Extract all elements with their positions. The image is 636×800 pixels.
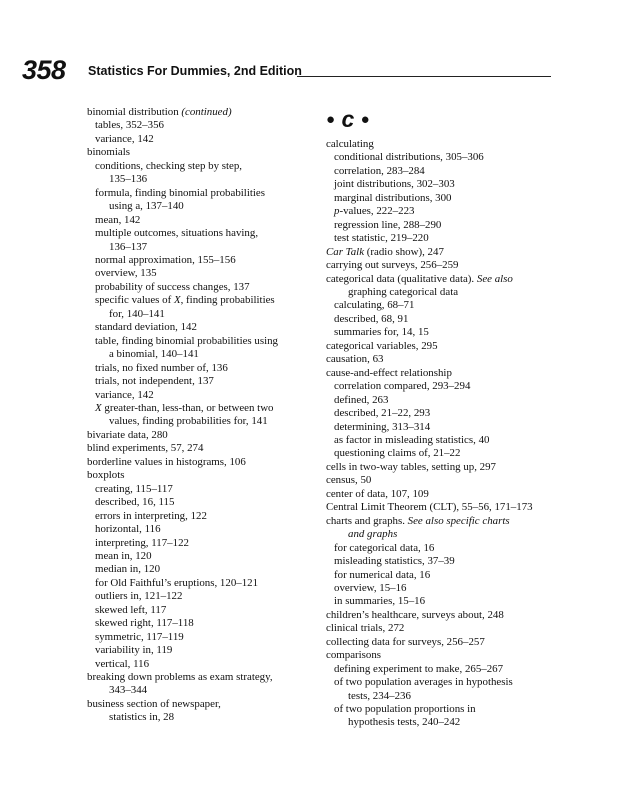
index-subentry-continuation: hypothesis tests, 240–242 <box>348 716 461 729</box>
index-subentry: X greater-than, less-than, or between two <box>95 401 274 414</box>
index-subentry: probability of success changes, 137 <box>95 280 250 293</box>
index-entry: binomial distribution (continued) <box>87 106 232 118</box>
index-subentry-continuation: a binomial, 140–141 <box>109 348 199 361</box>
index-subentry: vertical, 116 <box>95 657 150 670</box>
index-subentry: symmetric, 117–119 <box>95 630 184 643</box>
index-entry: borderline values in histograms, 106 <box>87 455 246 468</box>
index-entry: breaking down problems as exam strategy, <box>87 671 273 684</box>
index-entry: Central Limit Theorem (CLT), 55–56, 171–173 <box>326 501 533 514</box>
index-subentry: defined, 263 <box>334 393 389 406</box>
index-entry: binomials <box>87 146 130 159</box>
index-entry: clinical trials, 272 <box>326 622 405 635</box>
index-subentry: summaries for, 14, 15 <box>334 326 429 339</box>
index-subentry: for Old Faithful’s eruptions, 120–121 <box>95 576 259 589</box>
index-subentry: calculating, 68–71 <box>334 299 415 312</box>
index-entry: Car Talk (radio show), 247 <box>326 245 444 258</box>
index-entry: boxplots <box>87 469 125 482</box>
index-subentry: skewed left, 117 <box>95 603 167 616</box>
index-subentry: described, 68, 91 <box>334 312 409 325</box>
index-entry: bivariate data, 280 <box>87 428 168 441</box>
index-subentry: table, finding binomial probabilities using <box>95 334 278 347</box>
index-subentry: conditional distributions, 305–306 <box>334 151 484 164</box>
index-subentry: defining experiment to make, 265–267 <box>334 662 504 675</box>
index-entry: children’s healthcare, surveys about, 248 <box>326 608 504 621</box>
index-entry: cells in two-way tables, setting up, 297 <box>326 460 496 473</box>
index-subentry: overview, 135 <box>95 267 157 280</box>
index-subentry: multiple outcomes, situations having, <box>95 227 259 240</box>
index-subentry: overview, 15–16 <box>334 581 407 594</box>
letter-heading-text: c <box>341 106 355 132</box>
index-entry: categorical variables, 295 <box>326 339 438 352</box>
index-entry: comparisons <box>326 649 382 662</box>
index-subentry: correlation, 283–284 <box>334 164 425 177</box>
index-subentry: trials, not independent, 137 <box>95 375 214 388</box>
index-subentry: marginal distributions, 300 <box>334 191 452 204</box>
letter-heading <box>326 106 558 132</box>
index-entry: calculating <box>326 138 374 150</box>
index-subentry-continuation: values, finding probabilities for, 141 <box>109 415 268 428</box>
index-subentry: of two population averages in hypothesis <box>334 676 513 689</box>
index-entry: census, 50 <box>326 474 372 487</box>
bullet-icon: ● <box>360 111 370 128</box>
index-subentry: tables, 352–356 <box>95 119 164 132</box>
index-entry-continuation: and graphs <box>348 528 398 541</box>
index-subentry-continuation: for, 140–141 <box>109 307 165 320</box>
index-entry: business section of newspaper, <box>87 697 221 710</box>
index-subentry: joint distributions, 302–303 <box>334 178 455 191</box>
index-subentry-continuation: 136–137 <box>109 240 148 253</box>
index-subentry: skewed right, 117–118 <box>95 617 194 630</box>
index-subentry: described, 21–22, 293 <box>334 407 431 420</box>
index-subentry: outliers in, 121–122 <box>95 590 183 603</box>
index-subentry: as factor in misleading statistics, 40 <box>334 433 490 446</box>
running-title: Statistics For Dummies, 2nd Edition <box>88 64 302 78</box>
index-subentry: trials, no fixed number of, 136 <box>95 361 228 374</box>
index-entry: cause-and-effect relationship <box>326 366 452 379</box>
index-subentry: determining, 313–314 <box>334 420 431 433</box>
index-subentry: questioning claims of, 21–22 <box>334 447 461 460</box>
index-column-right <box>326 106 558 730</box>
index-subentry-continuation: using a, 137–140 <box>109 200 184 213</box>
index-subentry: median in, 120 <box>95 563 161 576</box>
index-subentry: standard deviation, 142 <box>95 321 197 334</box>
index-entry: charts and graphs. See also specific charts <box>326 514 510 527</box>
index-entry: causation, 63 <box>326 353 384 366</box>
index-subentry-continuation: tests, 234–236 <box>348 689 411 702</box>
index-entry: blind experiments, 57, 274 <box>87 442 204 455</box>
page-number: 358 <box>22 55 66 85</box>
index-subentry: variance, 142 <box>95 132 154 145</box>
index-entry: carrying out surveys, 256–259 <box>326 259 459 272</box>
index-subentry: misleading statistics, 37–39 <box>334 555 455 568</box>
index-subentry: errors in interpreting, 122 <box>95 509 207 522</box>
index-column-left <box>87 106 319 725</box>
index-subentry: in summaries, 15–16 <box>334 595 426 608</box>
index-subentry: conditions, checking step by step, <box>95 159 242 172</box>
index-subentry: normal approximation, 155–156 <box>95 253 236 266</box>
index-subentry: interpreting, 117–122 <box>95 536 189 549</box>
index-subentry: of two population proportions in <box>334 703 476 716</box>
index-entry-continuation: graphing categorical data <box>348 285 459 298</box>
index-subentry: creating, 115–117 <box>95 482 173 495</box>
index-subentry: described, 16, 115 <box>95 496 175 509</box>
index-subentry: variability in, 119 <box>95 644 173 657</box>
bullet-icon: ● <box>326 111 336 128</box>
index-subentry: regression line, 288–290 <box>334 218 442 231</box>
index-subentry: for numerical data, 16 <box>334 568 431 581</box>
index-entry: categorical data (qualitative data). See also <box>326 272 513 285</box>
index-subentry: test statistic, 219–220 <box>334 232 429 245</box>
index-entry-continuation: statistics in, 28 <box>109 711 175 724</box>
index-entries-right <box>326 138 558 730</box>
index-subentry: p-values, 222–223 <box>334 205 415 218</box>
index-subentry-continuation: 135–136 <box>109 173 148 186</box>
header-rule <box>297 76 551 77</box>
index-entry-continuation: 343–344 <box>109 684 148 697</box>
page-header <box>22 54 562 88</box>
index-subentry: variance, 142 <box>95 388 154 401</box>
index-subentry: mean, 142 <box>95 213 141 226</box>
index-subentry: formula, finding binomial probabilities <box>95 186 265 199</box>
index-entry: center of data, 107, 109 <box>326 487 429 500</box>
index-subentry: correlation compared, 293–294 <box>334 380 471 393</box>
index-subentry: mean in, 120 <box>95 549 152 562</box>
index-subentry: horizontal, 116 <box>95 523 161 536</box>
index-entry: collecting data for surveys, 256–257 <box>326 635 485 648</box>
index-subentry: for categorical data, 16 <box>334 541 435 554</box>
index-subentry: specific values of X, finding probabilities <box>95 294 275 307</box>
